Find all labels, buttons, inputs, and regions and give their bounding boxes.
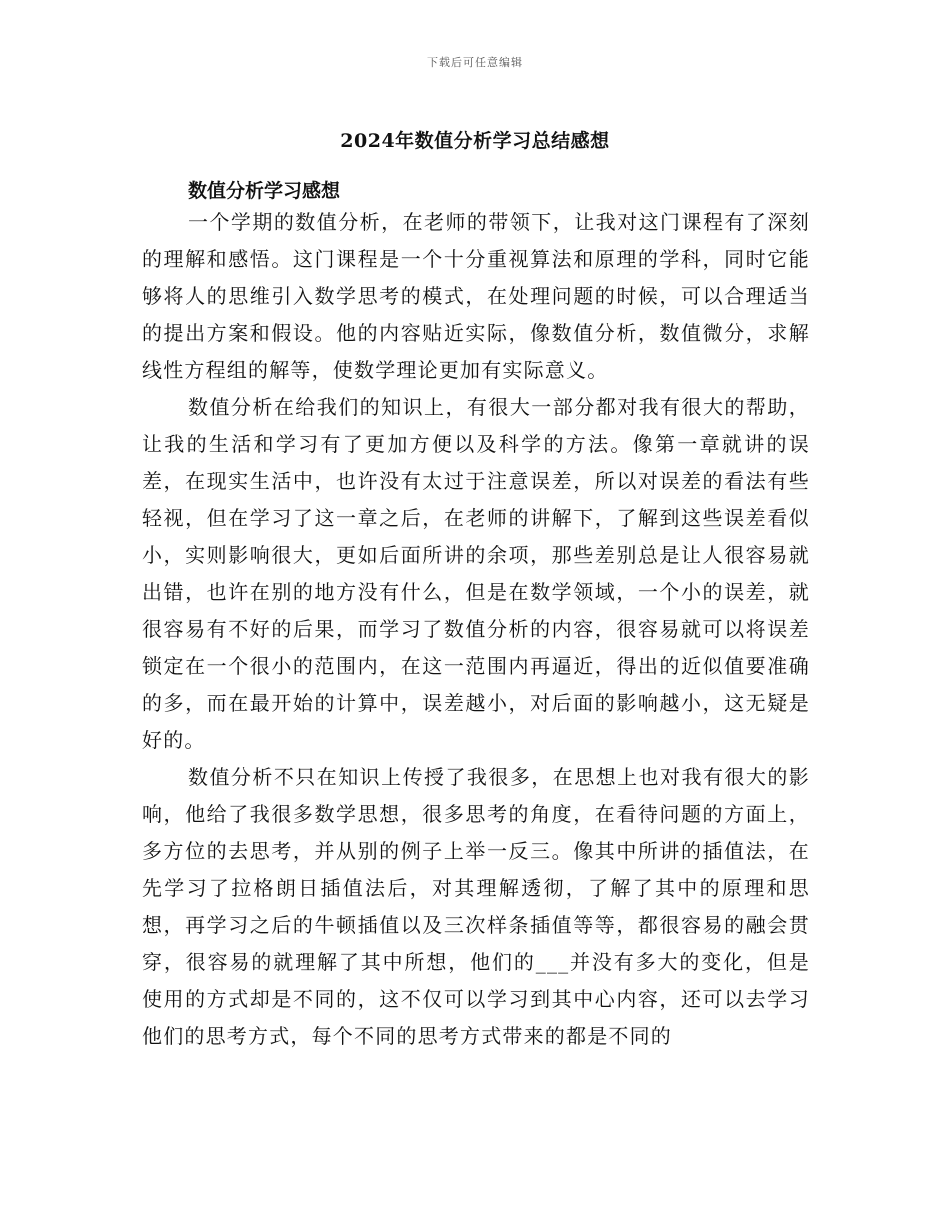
page-header-note: 下载后可任意编辑 [427,56,523,69]
document-body [142,204,810,1055]
paragraph-1: 一个学期的数值分析，在老师的带领下，让我对这门课程有了深刻的理解和感悟。这门课程是一个十分重视算法和原理的学科，同时它能够将人的思维引入数学思考的模式，在处理问题的时候，可以合理适当的提出方案和假设。他的内容贴近实际，像数值分析，数值微分，求解线性方程组的解等，使数学理论更加有实际意义。 [142,210,810,382]
section-heading: 数值分析学习感想 [188,180,341,202]
document-title: 2024年数值分析学习总结感想 [340,130,610,152]
paragraph-3: 数值分析不只在知识上传授了我很多，在思想上也对我有很大的影响，他给了我很多数学思想，很多思考的角度，在看待问题的方面上，多方位的去思考，并从别的例子上举一反三。像其中所讲的插值法，在先学习了拉格朗日插值法后，对其理解透彻，了解了其中的原理和思想，再学习之后的牛顿插值以及三次样条插值等等，都很容易的融会贯穿，很容易的就理解了其中所想，他们的___并没有多大的变化，但是使用的方式却是不同的，这不仅可以学习到其中心内容，还可以去学习他们的思考方式，每个不同的思考方式带来的都是不同的 [142,765,810,1048]
paragraph-2: 数值分析在给我们的知识上，有很大一部分都对我有很大的帮助，让我的生活和学习有了更加方便以及科学的方法。像第一章就讲的误差，在现实生活中，也许没有太过于注意误差，所以对误差的看法有些轻视，但在学习了这一章之后，在老师的讲解下，了解到这些误差看似小，实则影响很大，更如后面所讲的余项，那些差别总是让人很容易就出错，也许在别的地方没有什么，但是在数学领域，一个小的误差，就很容易有不好的后果，而学习了数值分析的内容，很容易就可以将误差锁定在一个很小的范围内，在这一范围内再逼近，得出的近似值要准确的多，而在最开始的计算中，误差越小，对后面的影响越小，这无疑是好的。 [142,395,810,752]
